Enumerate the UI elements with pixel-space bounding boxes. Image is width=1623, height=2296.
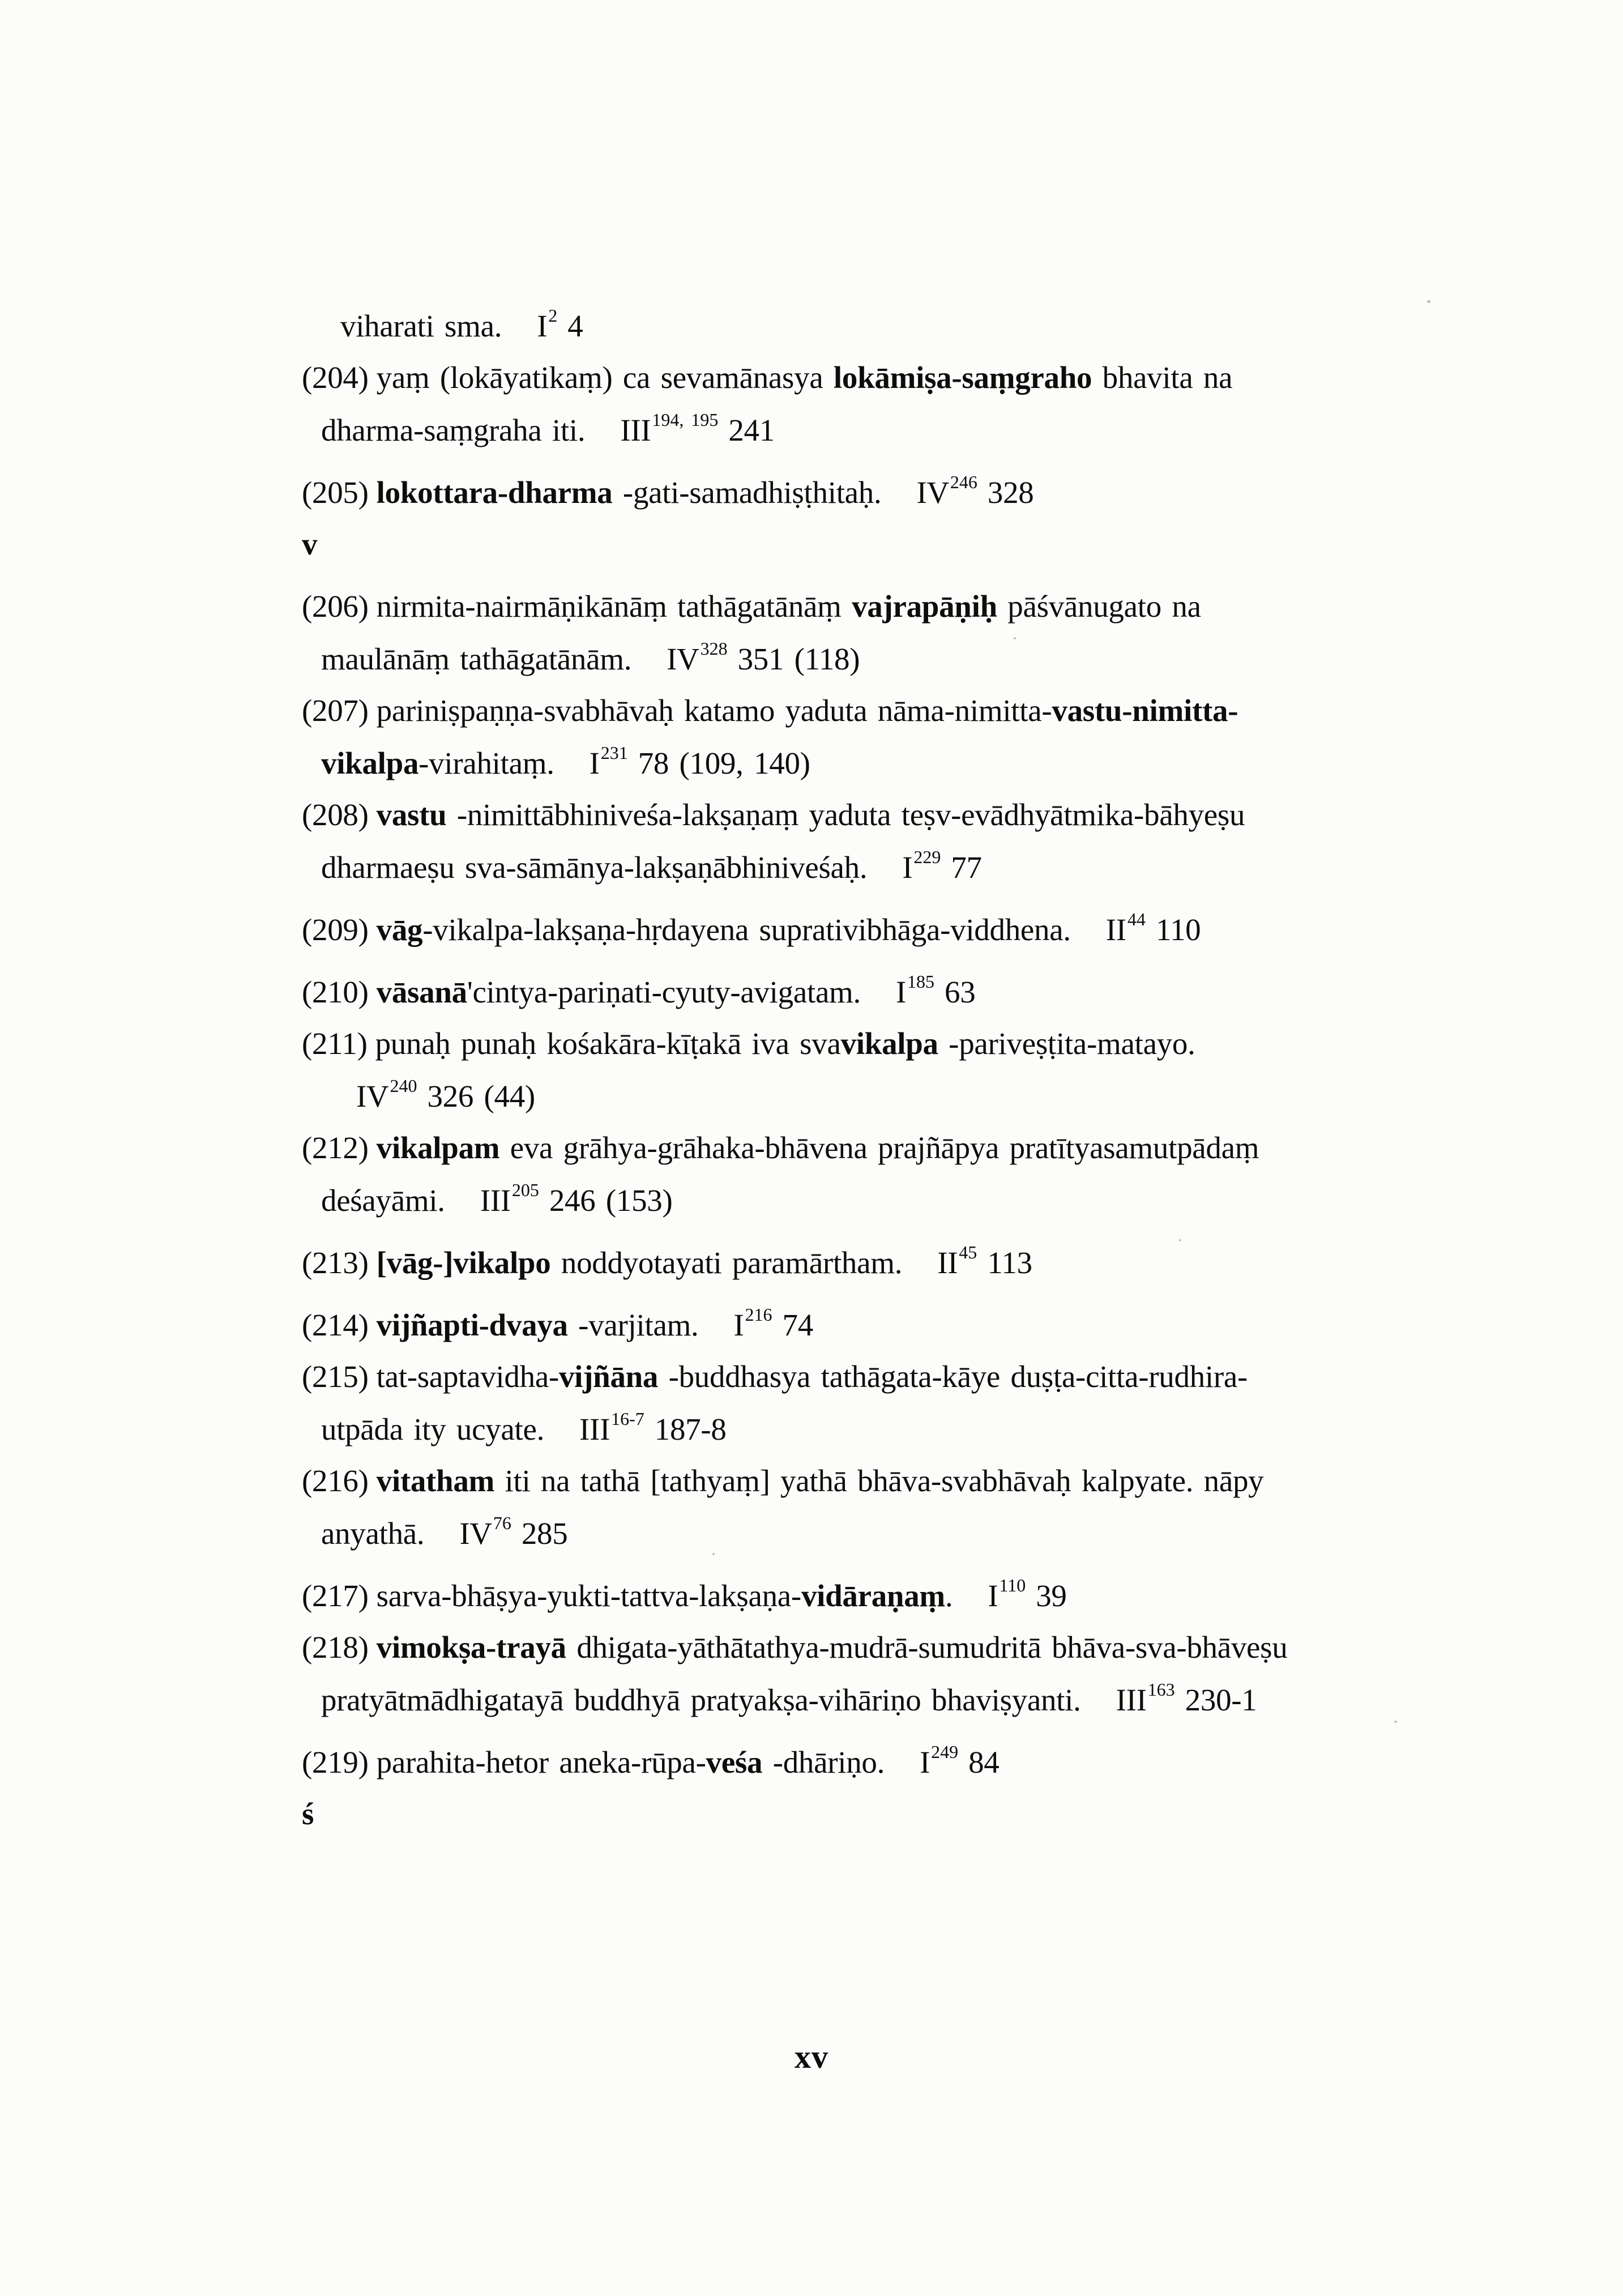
- reference-superscript: 194, 195: [652, 409, 719, 430]
- entry-line: [302, 523, 1366, 565]
- entry-number: (212): [302, 1130, 369, 1165]
- reference-page: 241: [728, 413, 775, 447]
- text-segment: utpāda ity ucyate.: [321, 1412, 545, 1446]
- entry-number: (206): [302, 589, 369, 624]
- reference-superscript: 16-7: [611, 1409, 644, 1429]
- index-entry: [302, 1731, 1366, 1779]
- reference-superscript: 229: [913, 847, 941, 867]
- text-segment: -buddhasya tathāgata-kāye duṣṭa-citta-rudhira-: [658, 1359, 1248, 1394]
- text-segment: -virahitaṃ.: [418, 746, 554, 780]
- index-entry: [302, 1127, 1366, 1218]
- text-segment: dharma-saṃgraha iti.: [321, 413, 586, 447]
- entry-line: [321, 732, 1366, 780]
- volume-page-reference: [356, 1076, 535, 1113]
- entry-number: (214): [302, 1308, 369, 1342]
- reference-volume: I: [920, 1745, 930, 1779]
- entry-line: [302, 690, 1366, 732]
- reference-volume: I: [589, 746, 600, 780]
- volume-page-reference: [537, 305, 583, 343]
- text-segment: tat-saptavidha-: [376, 1359, 559, 1394]
- entry-line: [321, 1169, 1366, 1218]
- text-segment: -gati-samadhiṣṭhitaḥ.: [612, 475, 882, 510]
- index-entry: [302, 586, 1366, 676]
- entry-number: (215): [302, 1359, 369, 1394]
- text-segment: .: [945, 1578, 953, 1613]
- text-segment: yaṃ (lokāyatikaṃ) ca sevamānasya: [376, 360, 834, 395]
- scan-speck: [1394, 1721, 1397, 1723]
- text-segment: -pariveṣṭita-matayo.: [938, 1026, 1195, 1061]
- reference-volume: IV: [356, 1079, 389, 1113]
- entry-number: (207): [302, 693, 369, 728]
- indexed-term: vijñapti-dvaya: [376, 1308, 568, 1342]
- volume-page-reference: [937, 1242, 1032, 1280]
- reference-superscript: 246: [950, 472, 977, 492]
- indexed-term: vikalpam: [376, 1130, 500, 1165]
- section-heading: [302, 523, 1366, 565]
- reference-superscript: 231: [600, 742, 628, 763]
- entry-number: (217): [302, 1578, 369, 1613]
- entry-line: [302, 1127, 1366, 1169]
- reference-superscript: 185: [907, 971, 935, 992]
- indexed-term: veśa: [706, 1745, 763, 1779]
- reference-superscript: 249: [931, 1742, 959, 1762]
- volume-page-reference: [916, 472, 1034, 510]
- entry-line: [302, 794, 1366, 836]
- entry-line: [302, 1793, 1366, 1835]
- entry-number: (211): [302, 1026, 368, 1061]
- entry-number: (208): [302, 797, 369, 832]
- reference-page: 328: [987, 475, 1034, 510]
- reference-volume: III: [480, 1183, 511, 1218]
- entry-number: (210): [302, 975, 369, 1009]
- entry-line: [321, 1398, 1366, 1446]
- reference-page: 326 (44): [427, 1079, 535, 1113]
- reference-superscript: 205: [511, 1180, 539, 1200]
- index-entry: [302, 690, 1366, 780]
- scan-speck: [1427, 300, 1430, 303]
- indexed-term: vikalpa: [321, 746, 419, 780]
- text-segment: iti na tathā [tathyaṃ] yathā bhāva-svabhāvaḥ kalpyate. nāpy: [494, 1463, 1264, 1498]
- index-entry: [302, 1460, 1366, 1551]
- indexed-term: [vāg-]vikalpo: [376, 1245, 551, 1280]
- entry-number: (205): [302, 475, 369, 510]
- indexed-term: vastu: [376, 797, 447, 832]
- entry-line: [302, 961, 1366, 1009]
- scan-speck: [712, 1553, 715, 1555]
- text-segment: dhigata-yāthātathya-mudrā-sumudritā bhāva-sva-bhāveṣu: [566, 1630, 1288, 1665]
- volume-page-reference: [667, 638, 860, 676]
- text-segment: noddyotayati paramārtham.: [550, 1245, 903, 1280]
- text-segment: -nimittābhiniveśa-lakṣaṇaṃ yaduta teṣv-evādhyātmika-bāhyeṣu: [446, 797, 1245, 832]
- text-segment: anyathā.: [321, 1516, 425, 1551]
- indexed-term: lokottara-dharma: [376, 475, 613, 510]
- reference-page: 39: [1036, 1578, 1067, 1613]
- text-segment: punaḥ punaḥ kośakāra-kīṭakā iva sva: [375, 1026, 841, 1061]
- indexed-term: vimokṣa-trayā: [376, 1630, 566, 1665]
- volume-page-reference: [620, 409, 775, 447]
- entry-line: [321, 1502, 1366, 1551]
- volume-page-reference: [1105, 909, 1201, 947]
- entry-line: [321, 1668, 1366, 1717]
- reference-superscript: 240: [390, 1076, 417, 1096]
- reference-volume: I: [988, 1578, 998, 1613]
- index-entry: [302, 794, 1366, 885]
- entry-number: (218): [302, 1630, 369, 1665]
- scan-speck: [1014, 637, 1016, 639]
- reference-volume: I: [733, 1308, 744, 1342]
- reference-superscript: 216: [745, 1304, 772, 1325]
- entry-number: (219): [302, 1745, 369, 1779]
- reference-page: 285: [521, 1516, 568, 1551]
- section-heading: [302, 1793, 1366, 1835]
- indexed-term: vajrapāṇiḥ: [852, 589, 997, 624]
- volume-page-reference: [733, 1304, 813, 1342]
- reference-volume: IV: [459, 1516, 492, 1551]
- text-segment: parahita-hetor aneka-rūpa-: [376, 1745, 706, 1779]
- page-number: xv: [795, 2038, 828, 2075]
- reference-volume: III: [620, 413, 651, 447]
- indexed-term: vāsanā: [376, 975, 467, 1009]
- section-heading-label: v: [302, 527, 318, 561]
- volume-page-reference: [1116, 1679, 1257, 1717]
- reference-page: 246 (153): [549, 1183, 673, 1218]
- reference-page: 74: [782, 1308, 813, 1342]
- reference-superscript: 110: [999, 1575, 1026, 1595]
- text-segment: bhavita na: [1092, 360, 1233, 395]
- index-entry: [302, 461, 1366, 510]
- entry-line: [302, 1294, 1366, 1342]
- reference-volume: I: [537, 309, 548, 343]
- index-entry: [302, 1627, 1366, 1717]
- text-segment: -dhāriṇo.: [762, 1745, 885, 1779]
- entry-number: (216): [302, 1463, 369, 1498]
- volume-page-reference: [920, 1742, 1000, 1779]
- indexed-term: vāg: [376, 912, 423, 947]
- scan-speck: [1179, 1239, 1181, 1241]
- reference-volume: IV: [916, 475, 949, 510]
- reference-volume: II: [937, 1245, 958, 1280]
- entry-line: [302, 1627, 1366, 1668]
- entry-line: [302, 1731, 1366, 1779]
- entry-line: [340, 295, 1366, 343]
- text-segment: -vikalpa-lakṣaṇa-hṛdayena suprativibhāga-viddhena.: [422, 912, 1071, 947]
- indexed-term: vastu-nimitta-: [1052, 693, 1238, 728]
- reference-superscript: 163: [1147, 1679, 1175, 1700]
- reference-superscript: 45: [959, 1242, 977, 1262]
- entry-line: [302, 357, 1366, 399]
- text-segment: deśayāmi.: [321, 1183, 445, 1218]
- index-entry: [302, 898, 1366, 947]
- entry-line: [302, 1023, 1366, 1065]
- reference-superscript: 76: [493, 1513, 511, 1533]
- entry-line: [302, 1356, 1366, 1398]
- reference-volume: II: [1105, 912, 1126, 947]
- entry-line: [321, 399, 1366, 447]
- reference-page: 4: [567, 309, 583, 343]
- entry-line: [302, 461, 1366, 510]
- entry-line: [302, 1564, 1366, 1613]
- entry-line: [321, 628, 1366, 676]
- reference-page: 78 (109, 140): [638, 746, 810, 780]
- text-segment: sarva-bhāṣya-yukti-tattva-lakṣaṇa-: [376, 1578, 801, 1613]
- text-segment: -varjitam.: [567, 1308, 699, 1342]
- volume-page-reference: [589, 742, 810, 780]
- index-entry: [302, 1023, 1366, 1113]
- indexed-term: vidāraṇaṃ: [801, 1578, 945, 1613]
- continuation-entry: [321, 295, 1366, 343]
- volume-page-reference: [988, 1575, 1067, 1613]
- indexed-term: vijñāna: [558, 1359, 659, 1394]
- volume-page-reference: [480, 1180, 673, 1218]
- reference-page: 187-8: [654, 1412, 727, 1446]
- text-segment: pratyātmādhigatayā buddhyā pratyakṣa-vihāriṇo bhaviṣyanti.: [321, 1683, 1081, 1717]
- indexed-term: vikalpa: [840, 1026, 938, 1061]
- volume-page-reference: [902, 847, 982, 885]
- index-entry: [302, 1231, 1366, 1280]
- index-content: [302, 295, 1366, 1855]
- index-entry: [302, 1356, 1366, 1446]
- reference-volume: IV: [667, 642, 699, 676]
- reference-page: 113: [987, 1245, 1032, 1280]
- entry-line: [302, 898, 1366, 947]
- volume-page-reference: [459, 1513, 568, 1551]
- indexed-term: vitatham: [376, 1463, 495, 1498]
- index-entry: [302, 961, 1366, 1009]
- index-entry: [302, 1564, 1366, 1613]
- text-segment: nirmita-nairmāṇikānāṃ tathāgatānāṃ: [376, 589, 852, 624]
- reference-superscript: 328: [700, 638, 728, 659]
- reference-page: 110: [1155, 912, 1201, 947]
- indexed-term: lokāmiṣa-saṃgraho: [833, 360, 1092, 395]
- text-segment: dharmaeṣu sva-sāmānya-lakṣaṇābhiniveśaḥ.: [321, 850, 868, 885]
- text-segment: pariniṣpaṇṇa-svabhāvaḥ katamo yaduta nāma-nimitta-: [376, 693, 1052, 728]
- index-entry: [302, 1294, 1366, 1342]
- entry-line: [356, 1065, 1366, 1113]
- volume-page-reference: [579, 1409, 727, 1446]
- entry-number: (204): [302, 360, 369, 395]
- reference-page: 351 (118): [737, 642, 860, 676]
- reference-page: 230-1: [1185, 1683, 1257, 1717]
- text-segment: viharati sma.: [340, 309, 502, 343]
- entry-number: (213): [302, 1245, 369, 1280]
- reference-page: 77: [951, 850, 982, 885]
- reference-superscript: 2: [548, 305, 558, 326]
- reference-page: 63: [945, 975, 976, 1009]
- text-segment: maulānāṃ tathāgatānām.: [321, 642, 632, 676]
- text-segment: 'cintya-pariṇati-cyuty-avigatam.: [467, 975, 861, 1009]
- entry-number: (209): [302, 912, 369, 947]
- index-entry: [302, 357, 1366, 447]
- volume-page-reference: [896, 971, 976, 1009]
- reference-page: 84: [968, 1745, 1000, 1779]
- entry-line: [302, 1460, 1366, 1502]
- reference-superscript: 44: [1127, 909, 1146, 929]
- text-segment: eva grāhya-grāhaka-bhāvena prajñāpya pratītyasamutpādaṃ: [499, 1130, 1259, 1165]
- reference-volume: I: [902, 850, 913, 885]
- entry-line: [302, 1231, 1366, 1280]
- reference-volume: I: [896, 975, 907, 1009]
- reference-volume: III: [579, 1412, 610, 1446]
- reference-volume: III: [1116, 1683, 1147, 1717]
- entry-line: [321, 836, 1366, 885]
- entry-line: [302, 586, 1366, 628]
- section-heading-label: ś: [302, 1796, 314, 1831]
- text-segment: pāśvānugato na: [997, 589, 1201, 624]
